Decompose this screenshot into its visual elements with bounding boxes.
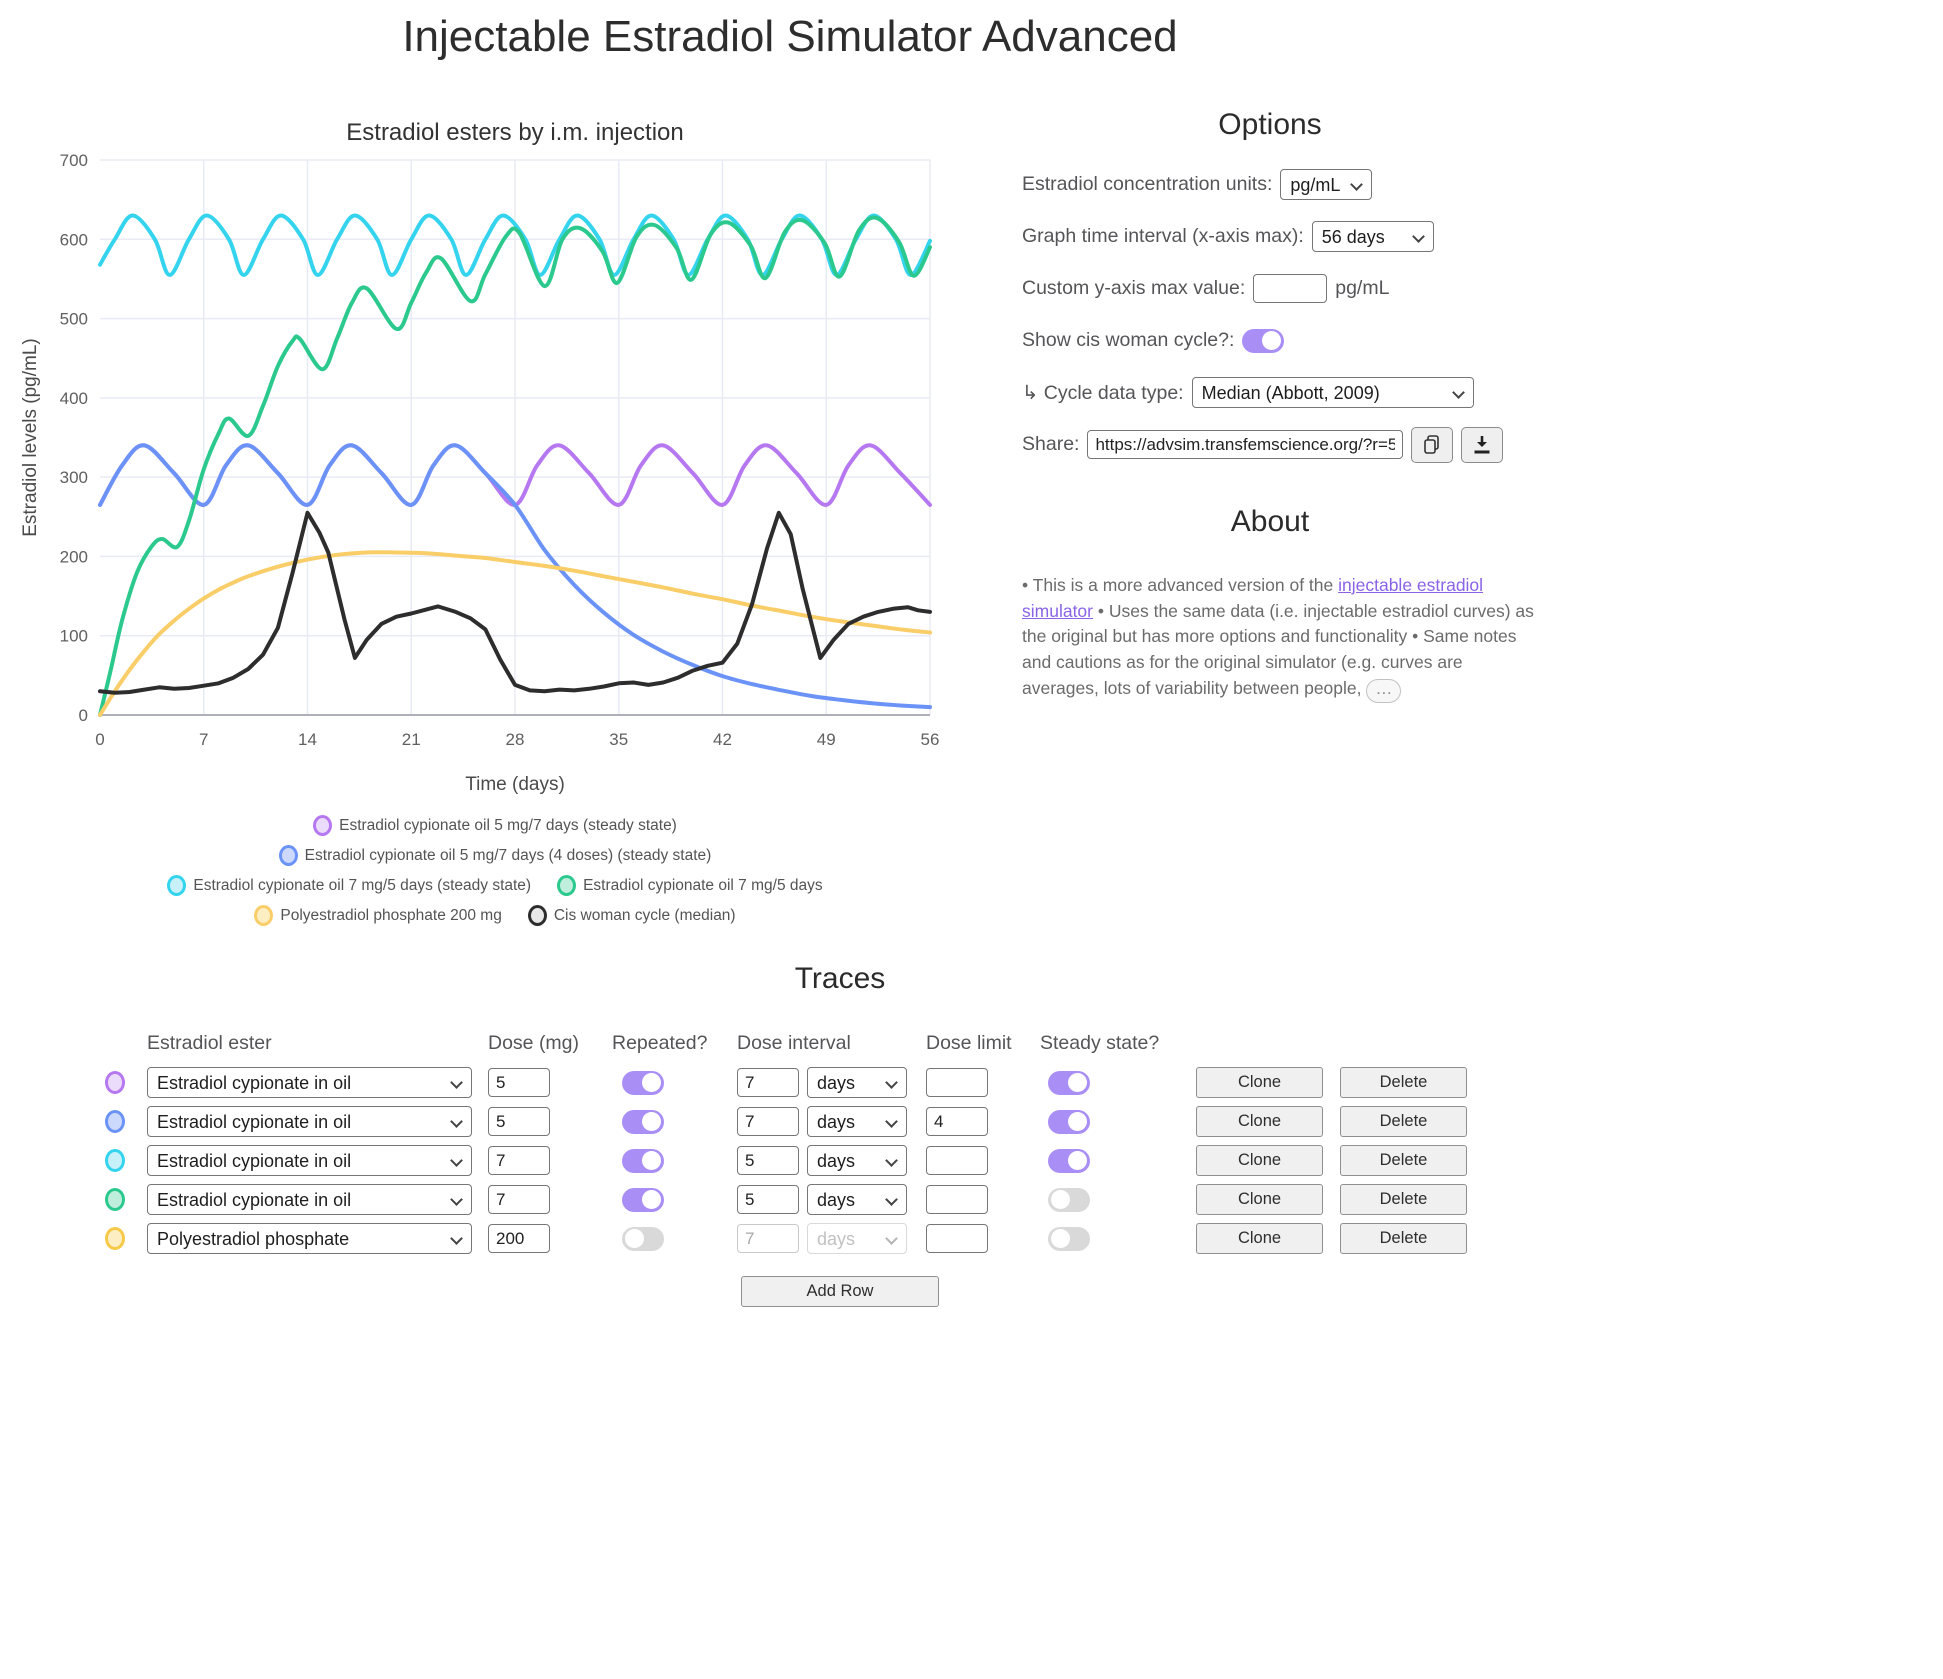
cis-cycle-label: Show cis woman cycle?:	[1022, 329, 1235, 351]
dose-input[interactable]	[488, 1185, 550, 1214]
dose-interval-input[interactable]	[737, 1185, 799, 1214]
ester-select[interactable]	[147, 1106, 472, 1137]
svg-text:Estradiol esters by i.m. injec: Estradiol esters by i.m. injection	[346, 119, 684, 146]
dose-limit-input[interactable]	[926, 1068, 988, 1097]
ymax-input[interactable]	[1253, 274, 1327, 303]
steady-state-toggle[interactable]	[1048, 1110, 1090, 1134]
legend-item[interactable]	[254, 905, 501, 926]
col-header-limit: Dose limit	[926, 1032, 1012, 1054]
legend-item[interactable]	[279, 845, 712, 866]
copy-link-button[interactable]	[1411, 427, 1453, 463]
svg-text:0: 0	[78, 706, 88, 725]
about-heading: About	[1230, 505, 1310, 538]
col-header-steady: Steady state?	[1040, 1032, 1160, 1054]
dose-limit-input[interactable]	[926, 1224, 988, 1253]
traces-table	[105, 1032, 1580, 1254]
cycle-type-label: ↳ Cycle data type:	[1022, 381, 1184, 404]
estradiol-chart	[20, 100, 970, 800]
legend-label: Estradiol cypionate oil 5 mg/7 days (steady state)	[339, 816, 677, 834]
ester-select[interactable]	[147, 1223, 472, 1254]
download-icon	[1473, 435, 1491, 455]
interval-unit-select[interactable]	[807, 1106, 907, 1137]
repeated-toggle[interactable]	[622, 1110, 664, 1134]
legend-label: Cis woman cycle (median)	[553, 906, 736, 924]
time-interval-select[interactable]	[1312, 221, 1434, 252]
svg-text:35: 35	[609, 730, 629, 749]
svg-text:0: 0	[95, 730, 105, 749]
series-marker-icon	[528, 905, 547, 926]
svg-text:700: 700	[59, 151, 88, 170]
svg-text:14: 14	[298, 730, 317, 749]
legend-item[interactable]	[528, 905, 736, 926]
svg-text:56: 56	[920, 730, 940, 749]
legend-item[interactable]	[313, 815, 677, 836]
clone-button[interactable]: Clone	[1196, 1223, 1323, 1254]
series-marker-icon	[313, 815, 332, 836]
dose-interval-input[interactable]	[737, 1146, 799, 1175]
dose-limit-input[interactable]	[926, 1185, 988, 1214]
cycle-type-select[interactable]	[1192, 377, 1474, 408]
delete-button[interactable]: Delete	[1340, 1067, 1467, 1098]
trace-color-marker-icon	[105, 1227, 147, 1250]
trace-color-marker-icon	[105, 1071, 147, 1094]
units-label: Estradiol concentration units:	[1022, 173, 1273, 195]
svg-text:300: 300	[59, 468, 88, 488]
col-header-ester: Estradiol ester	[147, 1032, 272, 1054]
about-text-part: • Uses the same data (i.e. injectable estradiol curves) as the original but has more options and functionality • Same notes and cautions as for the original simulator (e.g. curves are averages, lots of variability between people,	[1022, 600, 1534, 698]
dose-interval-input[interactable]	[737, 1107, 799, 1136]
steady-state-toggle[interactable]	[1048, 1188, 1090, 1212]
svg-text:49: 49	[816, 730, 836, 749]
delete-button[interactable]: Delete	[1340, 1184, 1467, 1215]
chart-legend	[20, 815, 970, 926]
about-text	[1022, 573, 1534, 703]
interval-unit-select[interactable]	[807, 1223, 907, 1254]
svg-text:400: 400	[59, 388, 88, 408]
trace-color-marker-icon	[105, 1110, 147, 1133]
svg-text:100: 100	[59, 626, 88, 646]
ester-select[interactable]	[147, 1067, 472, 1098]
traces-heading: Traces	[794, 962, 886, 995]
ymax-label: Custom y-axis max value:	[1022, 277, 1246, 299]
svg-text:Estradiol levels (pg/mL): Estradiol levels (pg/mL)	[20, 338, 41, 537]
svg-text:42: 42	[713, 730, 732, 749]
time-interval-label: Graph time interval (x-axis max):	[1022, 225, 1304, 247]
traces-section	[0, 962, 1580, 1307]
dose-interval-input[interactable]	[737, 1224, 799, 1253]
col-header-dose: Dose (mg)	[488, 1032, 580, 1054]
steady-state-toggle[interactable]	[1048, 1227, 1090, 1251]
share-label: Share:	[1022, 433, 1080, 455]
svg-text:21: 21	[401, 730, 421, 749]
interval-unit-select[interactable]	[807, 1067, 907, 1098]
expand-about-button[interactable]: …	[1366, 679, 1401, 703]
steady-state-toggle[interactable]	[1048, 1071, 1090, 1095]
series-marker-icon	[167, 875, 186, 896]
add-row-button[interactable]: Add Row	[741, 1276, 939, 1307]
legend-item[interactable]	[167, 875, 531, 896]
ester-select[interactable]	[147, 1184, 472, 1215]
ester-select[interactable]	[147, 1145, 472, 1176]
page-title: Injectable Estradiol Simulator Advanced	[402, 12, 1178, 61]
share-url-input[interactable]	[1087, 430, 1403, 459]
repeated-toggle[interactable]	[622, 1071, 664, 1095]
repeated-toggle[interactable]	[622, 1227, 664, 1251]
svg-text:28: 28	[505, 730, 525, 749]
chart-panel	[20, 100, 970, 926]
clone-button[interactable]: Clone	[1196, 1067, 1323, 1098]
series-marker-icon	[557, 875, 576, 896]
svg-text:500: 500	[59, 309, 88, 329]
repeated-toggle[interactable]	[622, 1188, 664, 1212]
dose-limit-input[interactable]	[926, 1107, 988, 1136]
legend-label: Polyestradiol phosphate 200 mg	[280, 906, 502, 924]
delete-button[interactable]: Delete	[1340, 1106, 1467, 1137]
legend-item[interactable]	[557, 875, 823, 896]
dose-limit-input[interactable]	[926, 1146, 988, 1175]
dose-input[interactable]	[488, 1146, 550, 1175]
dose-input[interactable]	[488, 1107, 550, 1136]
about-text-part: • This is a more advanced version of the	[1022, 575, 1339, 595]
units-select[interactable]	[1280, 169, 1372, 200]
repeated-toggle[interactable]	[622, 1149, 664, 1173]
ymax-unit: pg/mL	[1335, 277, 1390, 299]
options-heading: Options	[1218, 108, 1322, 141]
options-panel	[1000, 108, 1540, 703]
clone-button[interactable]: Clone	[1196, 1145, 1323, 1176]
series-marker-icon	[254, 905, 273, 926]
series-marker-icon	[279, 845, 298, 866]
svg-text:Time (days): Time (days)	[465, 774, 565, 795]
clone-button[interactable]: Clone	[1196, 1106, 1323, 1137]
svg-text:7: 7	[199, 730, 209, 749]
injectable-estradiol-simulator-link[interactable]: injectable estradiol simulator	[1022, 575, 1484, 621]
legend-label: Estradiol cypionate oil 7 mg/5 days	[583, 876, 823, 894]
legend-label: Estradiol cypionate oil 5 mg/7 days (4 doses) (steady state)	[304, 846, 712, 864]
interval-unit-select[interactable]	[807, 1145, 907, 1176]
delete-button[interactable]: Delete	[1340, 1145, 1467, 1176]
svg-text:600: 600	[59, 230, 88, 250]
steady-state-toggle[interactable]	[1048, 1149, 1090, 1173]
cis-cycle-toggle[interactable]	[1242, 329, 1284, 353]
download-button[interactable]	[1461, 427, 1503, 463]
trace-color-marker-icon	[105, 1188, 147, 1211]
dose-interval-input[interactable]	[737, 1068, 799, 1097]
legend-label: Estradiol cypionate oil 7 mg/5 days (steady state)	[193, 876, 532, 894]
interval-unit-select[interactable]	[807, 1184, 907, 1215]
delete-button[interactable]: Delete	[1340, 1223, 1467, 1254]
trace-color-marker-icon	[105, 1149, 147, 1172]
clone-button[interactable]: Clone	[1196, 1184, 1323, 1215]
copy-icon	[1422, 434, 1442, 456]
svg-text:200: 200	[59, 547, 88, 567]
dose-input[interactable]	[488, 1068, 550, 1097]
col-header-interval: Dose interval	[737, 1032, 851, 1054]
dose-input[interactable]	[488, 1224, 550, 1253]
col-header-repeated: Repeated?	[612, 1032, 708, 1054]
